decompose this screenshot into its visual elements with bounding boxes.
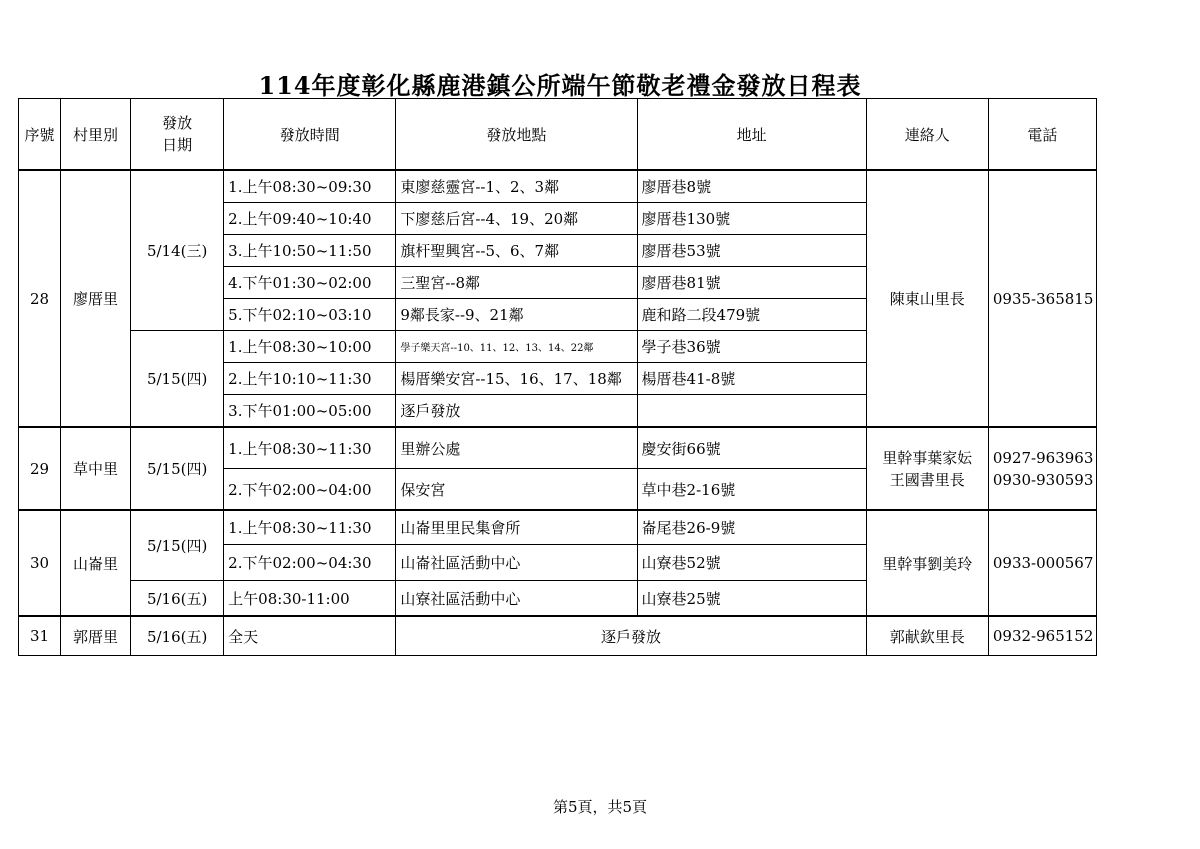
group-28 <box>19 170 1097 427</box>
seq-cell: 28 <box>19 170 61 427</box>
location-cell: 學子樂天宮--10、11、12、13、14、22鄰 <box>396 331 637 363</box>
location-cell: 旗杆聖興宮--5、6、7鄰 <box>396 235 637 267</box>
header-date <box>131 99 224 171</box>
address-cell: 山寮巷25號 <box>637 581 866 617</box>
page-title: 114年度彰化縣鹿港鎮公所端午節敬老禮金發放日程表 <box>258 71 862 100</box>
contact-cell <box>866 427 988 510</box>
address-cell: 廖厝巷130號 <box>637 203 866 235</box>
contact-line: 里幹事葉家妘 <box>882 448 973 467</box>
address-cell: 廖厝巷53號 <box>637 235 866 267</box>
location-cell: 三聖宮--8鄰 <box>396 267 637 299</box>
contact-cell: 陳東山里長 <box>866 170 988 427</box>
contact-cell: 里幹事劉美玲 <box>866 510 988 616</box>
phone-cell: 0935-365815 <box>988 170 1096 427</box>
location-cell: 山崙社區活動中心 <box>396 545 637 581</box>
seq-cell: 29 <box>19 427 61 510</box>
time-cell: 1.上午08:30~10:00 <box>224 331 396 363</box>
time-cell: 上午08:30-11:00 <box>224 581 396 617</box>
date-cell: 5/16(五) <box>131 581 224 617</box>
location-cell: 里辦公處 <box>396 427 637 469</box>
table-row <box>19 170 1097 203</box>
time-cell: 1.上午08:30~09:30 <box>224 170 396 203</box>
time-cell: 2.下午02:00~04:30 <box>224 545 396 581</box>
date-cell: 5/16(五) <box>131 616 224 656</box>
location-cell: 保安宮 <box>396 469 637 511</box>
time-cell: 1.上午08:30~11:30 <box>224 427 396 469</box>
table-row <box>19 510 1097 545</box>
address-cell: 鹿和路二段479號 <box>637 299 866 331</box>
header-seq: 序號 <box>19 99 61 171</box>
location-cell: 逐戶發放 <box>396 395 637 428</box>
header-date-line1: 發放 <box>162 114 193 132</box>
contact-cell: 郭献欽里長 <box>866 616 988 656</box>
page-footer: 第5頁，共5頁 <box>552 798 648 816</box>
schedule-table <box>18 98 1097 656</box>
village-cell: 郭厝里 <box>61 616 131 656</box>
location-cell: 9鄰長家--9、21鄰 <box>396 299 637 331</box>
header-phone: 電話 <box>988 99 1096 171</box>
header-village: 村里別 <box>61 99 131 171</box>
date-cell: 5/15(四) <box>131 427 224 510</box>
time-cell: 5.下午02:10~03:10 <box>224 299 396 331</box>
group-29 <box>19 427 1097 510</box>
header-time: 發放時間 <box>224 99 396 171</box>
location-cell: 下廖慈后宮--4、19、20鄰 <box>396 203 637 235</box>
address-cell: 楊厝巷41-8號 <box>637 363 866 395</box>
header-date-line2: 日期 <box>162 136 193 154</box>
date-cell: 5/15(四) <box>131 331 224 428</box>
time-cell: 1.上午08:30~11:30 <box>224 510 396 545</box>
contact-line: 王國書里長 <box>889 470 965 489</box>
seq-cell: 30 <box>19 510 61 616</box>
time-cell: 2.下午02:00~04:00 <box>224 469 396 511</box>
group-31 <box>19 616 1097 656</box>
location-cell: 山寮社區活動中心 <box>396 581 637 617</box>
time-cell: 3.下午01:00~05:00 <box>224 395 396 428</box>
address-cell: 廖厝巷8號 <box>637 170 866 203</box>
date-cell: 5/15(四) <box>131 510 224 581</box>
seq-cell: 31 <box>19 616 61 656</box>
location-cell: 逐戶發放 <box>396 616 866 656</box>
header-address: 地址 <box>637 99 866 171</box>
location-cell: 東廖慈靈宮--1、2、3鄰 <box>396 170 637 203</box>
village-cell: 草中里 <box>61 427 131 510</box>
group-30 <box>19 510 1097 616</box>
address-cell: 慶安街66號 <box>637 427 866 469</box>
address-cell <box>637 395 866 428</box>
time-cell: 2.上午09:40~10:40 <box>224 203 396 235</box>
time-cell: 3.上午10:50~11:50 <box>224 235 396 267</box>
header-contact: 連絡人 <box>866 99 988 171</box>
address-cell: 山寮巷52號 <box>637 545 866 581</box>
address-cell: 崙尾巷26-9號 <box>637 510 866 545</box>
address-cell: 廖厝巷81號 <box>637 267 866 299</box>
phone-cell: 0933-000567 <box>988 510 1096 616</box>
table-row <box>19 616 1097 656</box>
village-cell: 廖厝里 <box>61 170 131 427</box>
address-cell: 學子巷36號 <box>637 331 866 363</box>
time-cell: 全天 <box>224 616 396 656</box>
phone-line: 0930-930593 <box>992 470 1094 489</box>
phone-cell: 0932-965152 <box>988 616 1096 656</box>
time-cell: 4.下午01:30~02:00 <box>224 267 396 299</box>
location-cell: 楊厝樂安宮--15、16、17、18鄰 <box>396 363 637 395</box>
phone-line: 0927-963963 <box>992 448 1094 467</box>
village-cell: 山崙里 <box>61 510 131 616</box>
time-cell: 2.上午10:10~11:30 <box>224 363 396 395</box>
address-cell: 草中巷2-16號 <box>637 469 866 511</box>
header-location: 發放地點 <box>396 99 637 171</box>
date-cell: 5/14(三) <box>131 170 224 331</box>
table-row <box>19 427 1097 469</box>
location-cell: 山崙里里民集會所 <box>396 510 637 545</box>
header-row <box>19 99 1097 171</box>
phone-cell <box>988 427 1096 510</box>
